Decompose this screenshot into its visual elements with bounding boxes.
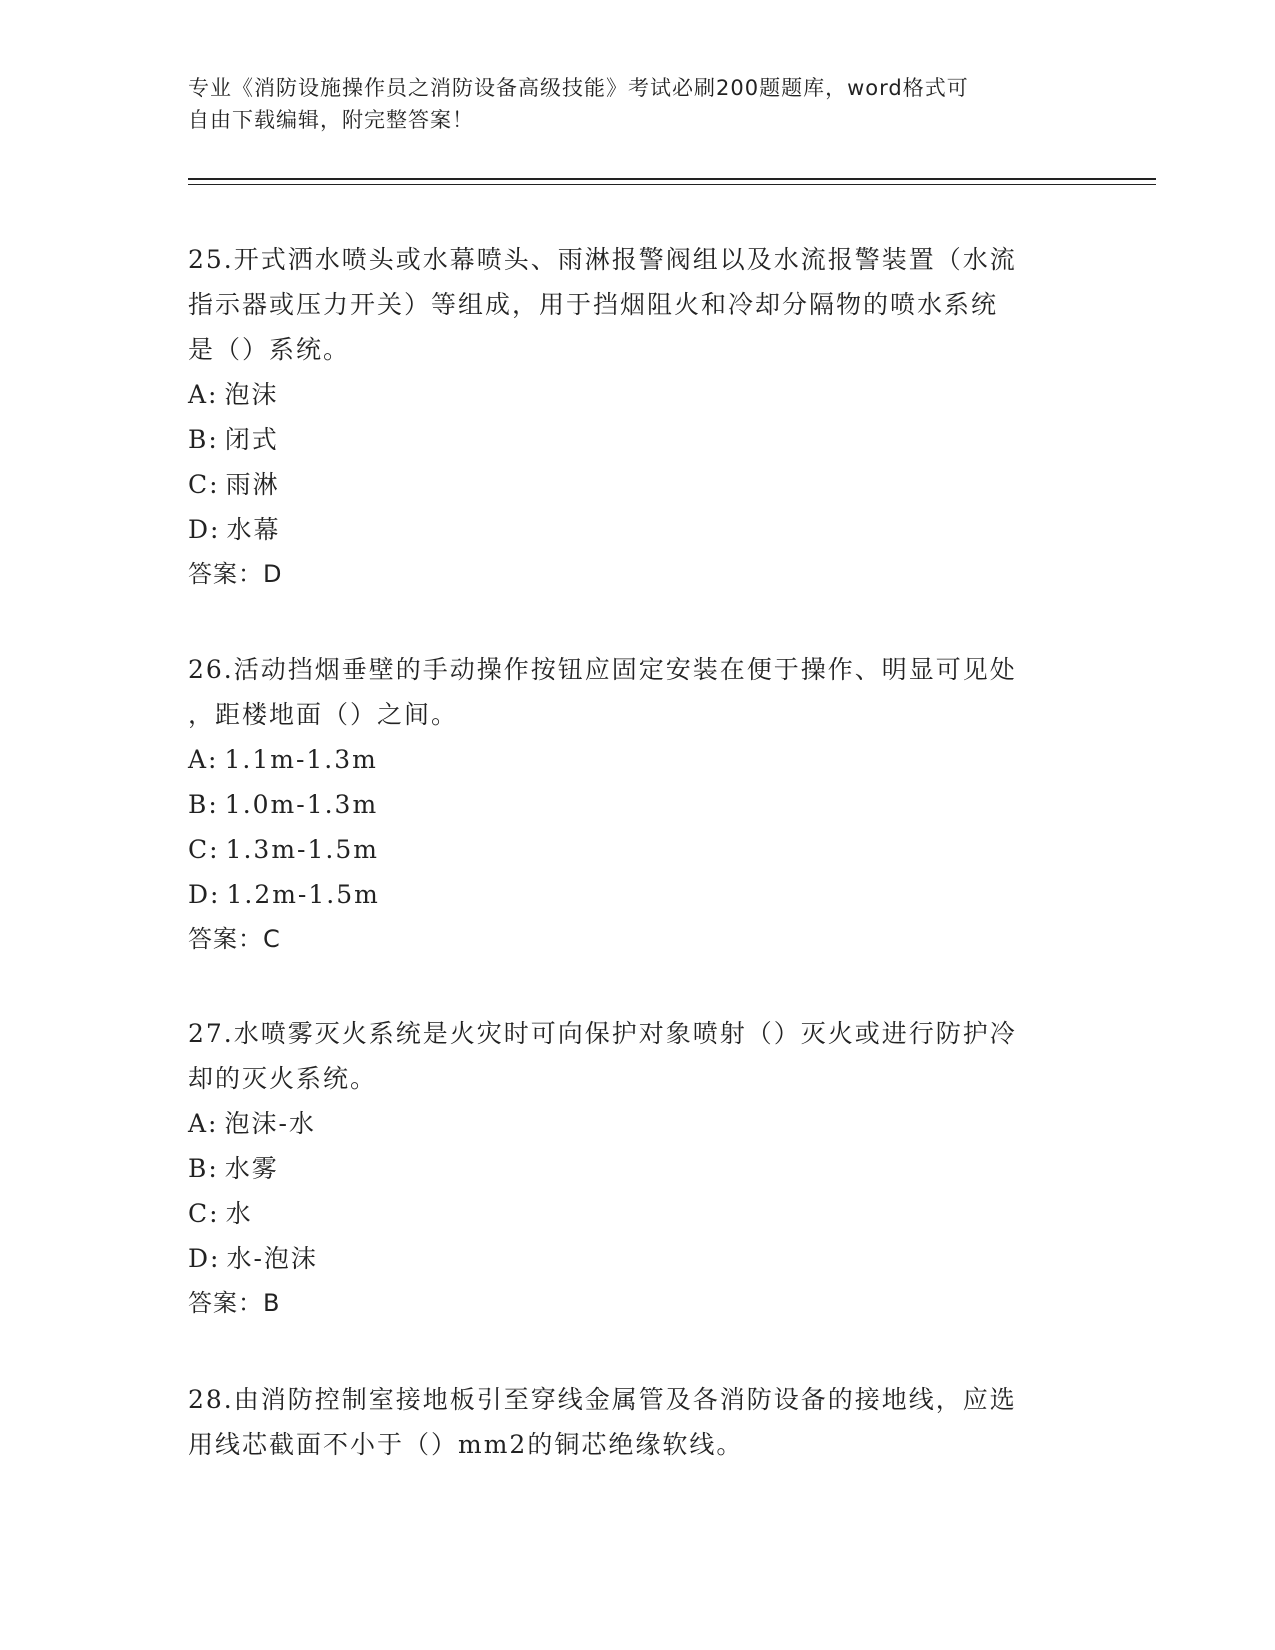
option-text: 水-泡沫	[226, 1244, 318, 1273]
option-c	[188, 462, 1068, 507]
option-text: 泡沫	[224, 380, 279, 409]
answer-line: 答案：B	[188, 1289, 281, 1317]
header-divider-thin	[188, 184, 1156, 185]
option-d	[188, 872, 1068, 917]
header-divider-thick	[188, 178, 1156, 180]
option-letter: A:	[188, 1109, 219, 1138]
option-letter: B:	[188, 1154, 219, 1183]
option-d	[188, 1236, 1068, 1281]
question-text-line: 26.活动挡烟垂壁的手动操作按钮应固定安装在便于操作、明显可见处	[188, 655, 1017, 684]
option-letter: C:	[188, 835, 220, 864]
option-text: 1.3m-1.5m	[225, 835, 379, 864]
answer-line: 答案：D	[188, 560, 283, 588]
option-text: 闭式	[224, 425, 279, 454]
question-text-line: 28.由消防控制室接地板引至穿线金属管及各消防设备的接地线，应选	[188, 1385, 1017, 1414]
option-text: 水	[225, 1199, 253, 1228]
option-a	[188, 372, 1068, 417]
question-25	[188, 237, 1068, 597]
document-header	[188, 72, 1068, 136]
option-text: 水雾	[224, 1154, 279, 1183]
question-text-line: 用线芯截面不小于（）mm2的铜芯绝缘软线。	[188, 1430, 744, 1459]
question-26	[188, 647, 1068, 962]
question-text-line: ，距楼地面（）之间。	[188, 700, 459, 729]
question-text-line: 27.水喷雾灭火系统是火灾时可向保护对象喷射（）灭火或进行防护冷	[188, 1019, 1017, 1048]
question-text-line: 25.开式洒水喷头或水幕喷头、雨淋报警阀组以及水流报警装置（水流	[188, 245, 1017, 274]
option-letter: B:	[188, 425, 219, 454]
option-text: 1.1m-1.3m	[224, 745, 378, 774]
question-text-line: 指示器或压力开关）等组成，用于挡烟阻火和冷却分隔物的喷水系统	[188, 290, 999, 319]
option-b	[188, 417, 1068, 462]
option-c	[188, 827, 1068, 872]
option-d	[188, 507, 1068, 552]
question-27	[188, 1011, 1068, 1326]
header-line-1: 专业《消防设施操作员之消防设备高级技能》考试必刷200题题库，word格式可	[188, 76, 969, 100]
question-28	[188, 1377, 1068, 1467]
option-text: 1.2m-1.5m	[226, 880, 380, 909]
option-letter: D:	[188, 880, 221, 909]
option-letter: C:	[188, 470, 220, 499]
question-text-line: 却的灭火系统。	[188, 1064, 378, 1093]
option-b	[188, 1146, 1068, 1191]
question-text-line: 是（）系统。	[188, 335, 351, 364]
option-a	[188, 1101, 1068, 1146]
option-b	[188, 782, 1068, 827]
option-text: 水幕	[226, 515, 281, 544]
option-letter: A:	[188, 745, 219, 774]
option-c	[188, 1191, 1068, 1236]
option-text: 雨淋	[225, 470, 280, 499]
option-text: 1.0m-1.3m	[224, 790, 379, 819]
answer-line: 答案：C	[188, 925, 281, 953]
option-letter: D:	[188, 1244, 221, 1273]
option-letter: C:	[188, 1199, 220, 1228]
option-letter: B:	[188, 790, 219, 819]
option-letter: D:	[188, 515, 221, 544]
option-letter: A:	[188, 380, 219, 409]
option-a	[188, 737, 1068, 782]
option-text: 泡沫-水	[224, 1109, 316, 1138]
header-line-2: 自由下载编辑，附完整答案！	[188, 108, 474, 132]
